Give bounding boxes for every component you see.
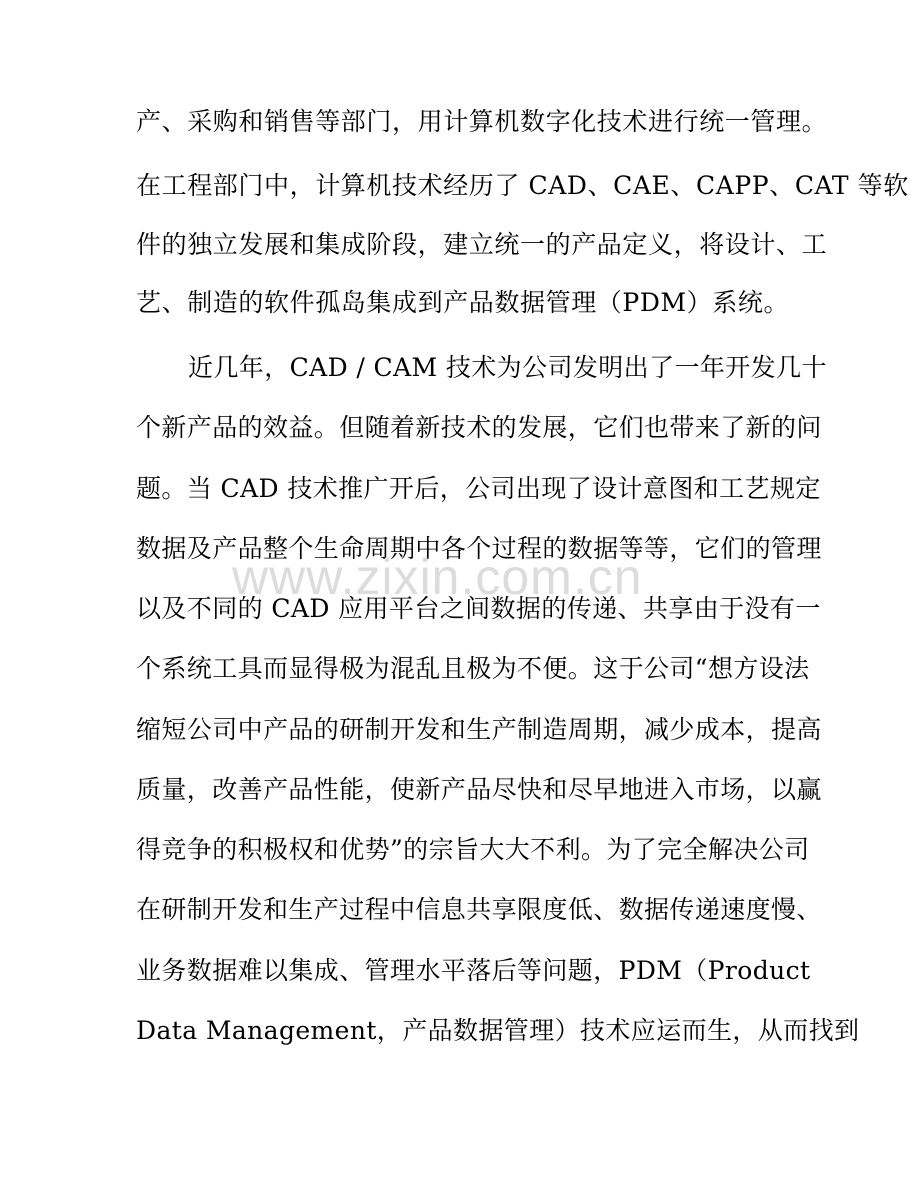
paragraph-2-line-7: 缩短公司中产品的研制开发和生产制造周期，减少成本，提高 <box>136 715 822 744</box>
paragraph-2-line-9: 得竞争的积极权和优势”的宗旨大大不利。为了完全解决公司 <box>136 835 810 864</box>
paragraph-1-line-3: 件的独立发展和集成阶段，建立统一的产品定义，将设计、工 <box>136 230 828 259</box>
watermark: www.zixin.com.cn <box>232 549 643 605</box>
paragraph-2-line-3: 题。当 CAD 技术推广开后，公司出现了设计意图和工艺规定 <box>136 474 821 503</box>
paragraph-2-line-5: 以及不同的 CAD 应用平台之间数据的传递、共享由于没有一 <box>136 594 821 623</box>
paragraph-2-line-8: 质量，改善产品性能，使新产品尽快和尽早地进入市场，以赢 <box>136 775 822 804</box>
paragraph-2-line-12: Data Management，产品数据管理）技术应运而生，从而找到 <box>136 1016 860 1045</box>
paragraph-2-line-10: 在研制开发和生产过程中信息共享限度低、数据传递速度慢、 <box>136 895 822 924</box>
paragraph-2-line-6: 个系统工具而显得极为混乱且极为不便。这于公司“想方设法 <box>136 654 810 683</box>
paragraph-2-line-2: 个新产品的效益。但随着新技术的发展，它们也带来了新的问 <box>136 413 822 442</box>
paragraph-1-line-1: 产、采购和销售等部门，用计算机数字化技术进行统一管理。 <box>136 107 828 136</box>
paragraph-2-line-4: 数据及产品整个生命周期中各个过程的数据等等，它们的管理 <box>136 534 822 563</box>
paragraph-2-line-1: 近几年，CAD / CAM 技术为公司发明出了一年开发几十 <box>188 353 827 382</box>
paragraph-1-line-2: 在工程部门中，计算机技术经历了 CAD、CAE、CAPP、CAT 等软 <box>136 171 909 200</box>
paragraph-1-line-4: 艺、制造的软件孤岛集成到产品数据管理（PDM）系统。 <box>136 288 790 317</box>
paragraph-2-line-11: 业务数据难以集成、管理水平落后等问题，PDM（Product <box>136 956 811 985</box>
